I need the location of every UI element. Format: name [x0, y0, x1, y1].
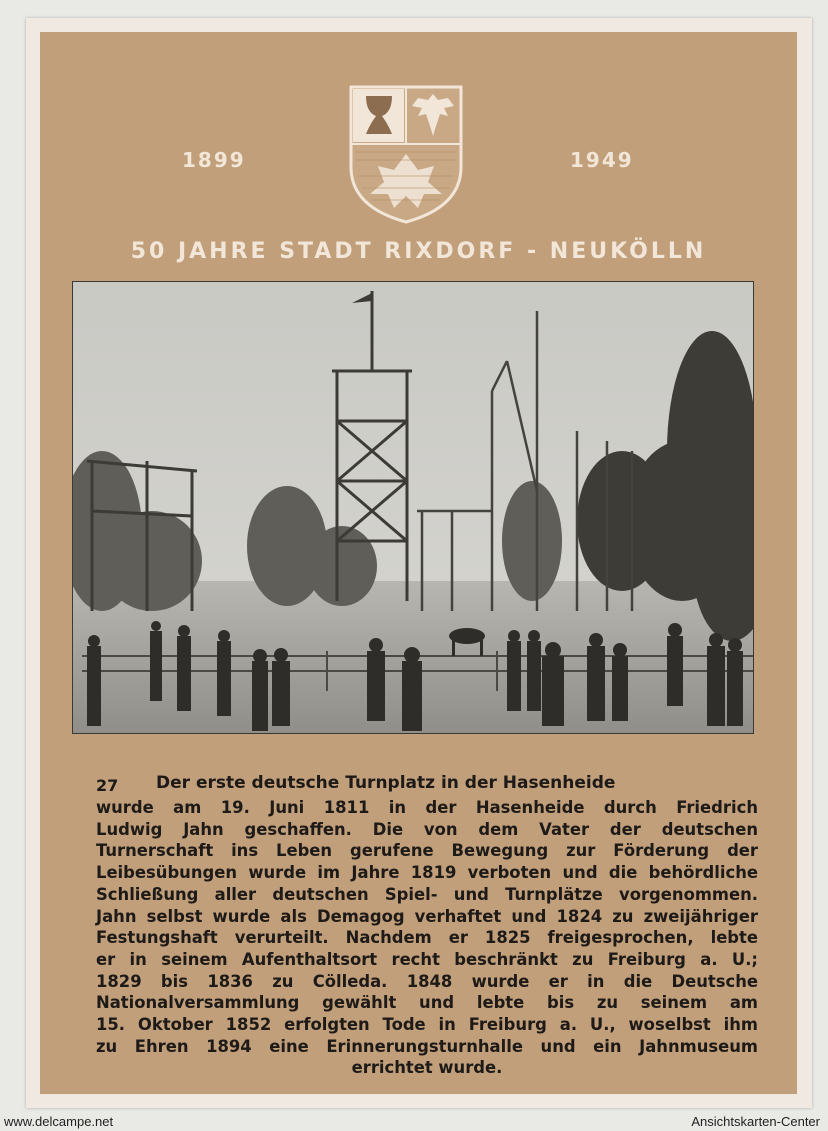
caption-line: zu Ehren 1894 eine Erinnerungsturnhalle und ein Jahnmuseum [96, 1036, 758, 1056]
turnplatz-engraving-image [72, 281, 754, 734]
caption-line: Jahn selbst wurde als Demagog verhaftet und 1824 zu zweijähriger [96, 906, 758, 926]
caption-number: 27 [96, 776, 119, 795]
caption-title: Der erste deutsche Turnplatz in der Hasenheide [156, 773, 616, 793]
caption-line: 15. Oktober 1852 erfolgten Tode in Freiburg a. U., woselbst ihm [96, 1015, 758, 1035]
caption-line: Ludwig Jahn geschaffen. Die von dem Vater der deutschen [96, 819, 758, 839]
caption-line: Nationalversammlung gewählt und lebte bis zu seinem am [96, 993, 758, 1013]
caption-line: er in seinem Aufenthaltsort recht beschränkt zu Freiburg a. U.; [96, 949, 758, 969]
caption-line: Turnerschaft ins Leben gerufene Bewegung zur Förderung der [96, 841, 758, 861]
coat-of-arms-icon [346, 82, 466, 227]
year-start: 1899 [182, 148, 246, 172]
caption-line: Festungshaft verurteilt. Nachdem er 1825 freigesprochen, lebte [96, 928, 758, 948]
year-end: 1949 [570, 148, 634, 172]
caption-line: Schließung aller deutschen Spiel- und Turnplätze vorgenommen. [96, 884, 758, 904]
caption-line: errichtet wurde. [351, 1058, 503, 1078]
postcard-panel [40, 32, 797, 1094]
postcard-heading: 50 JAHRE STADT RIXDORF - NEUKÖLLN [130, 239, 707, 264]
watermark-seller-name: Ansichtskarten-Center [691, 1114, 820, 1129]
caption-line: wurde am 19. Juni 1811 in der Hasenheide durch Friedrich [96, 798, 758, 817]
caption-line: Leibesübungen wurde im Jahre 1819 verboten und die behördliche [96, 863, 758, 883]
caption-line: 1829 bis 1836 zu Cölleda. 1848 wurde er in die Deutsche [96, 971, 758, 991]
caption-body [96, 797, 758, 1079]
watermark-site-link[interactable]: www.delcampe.net [4, 1114, 114, 1129]
postcard [26, 18, 812, 1108]
